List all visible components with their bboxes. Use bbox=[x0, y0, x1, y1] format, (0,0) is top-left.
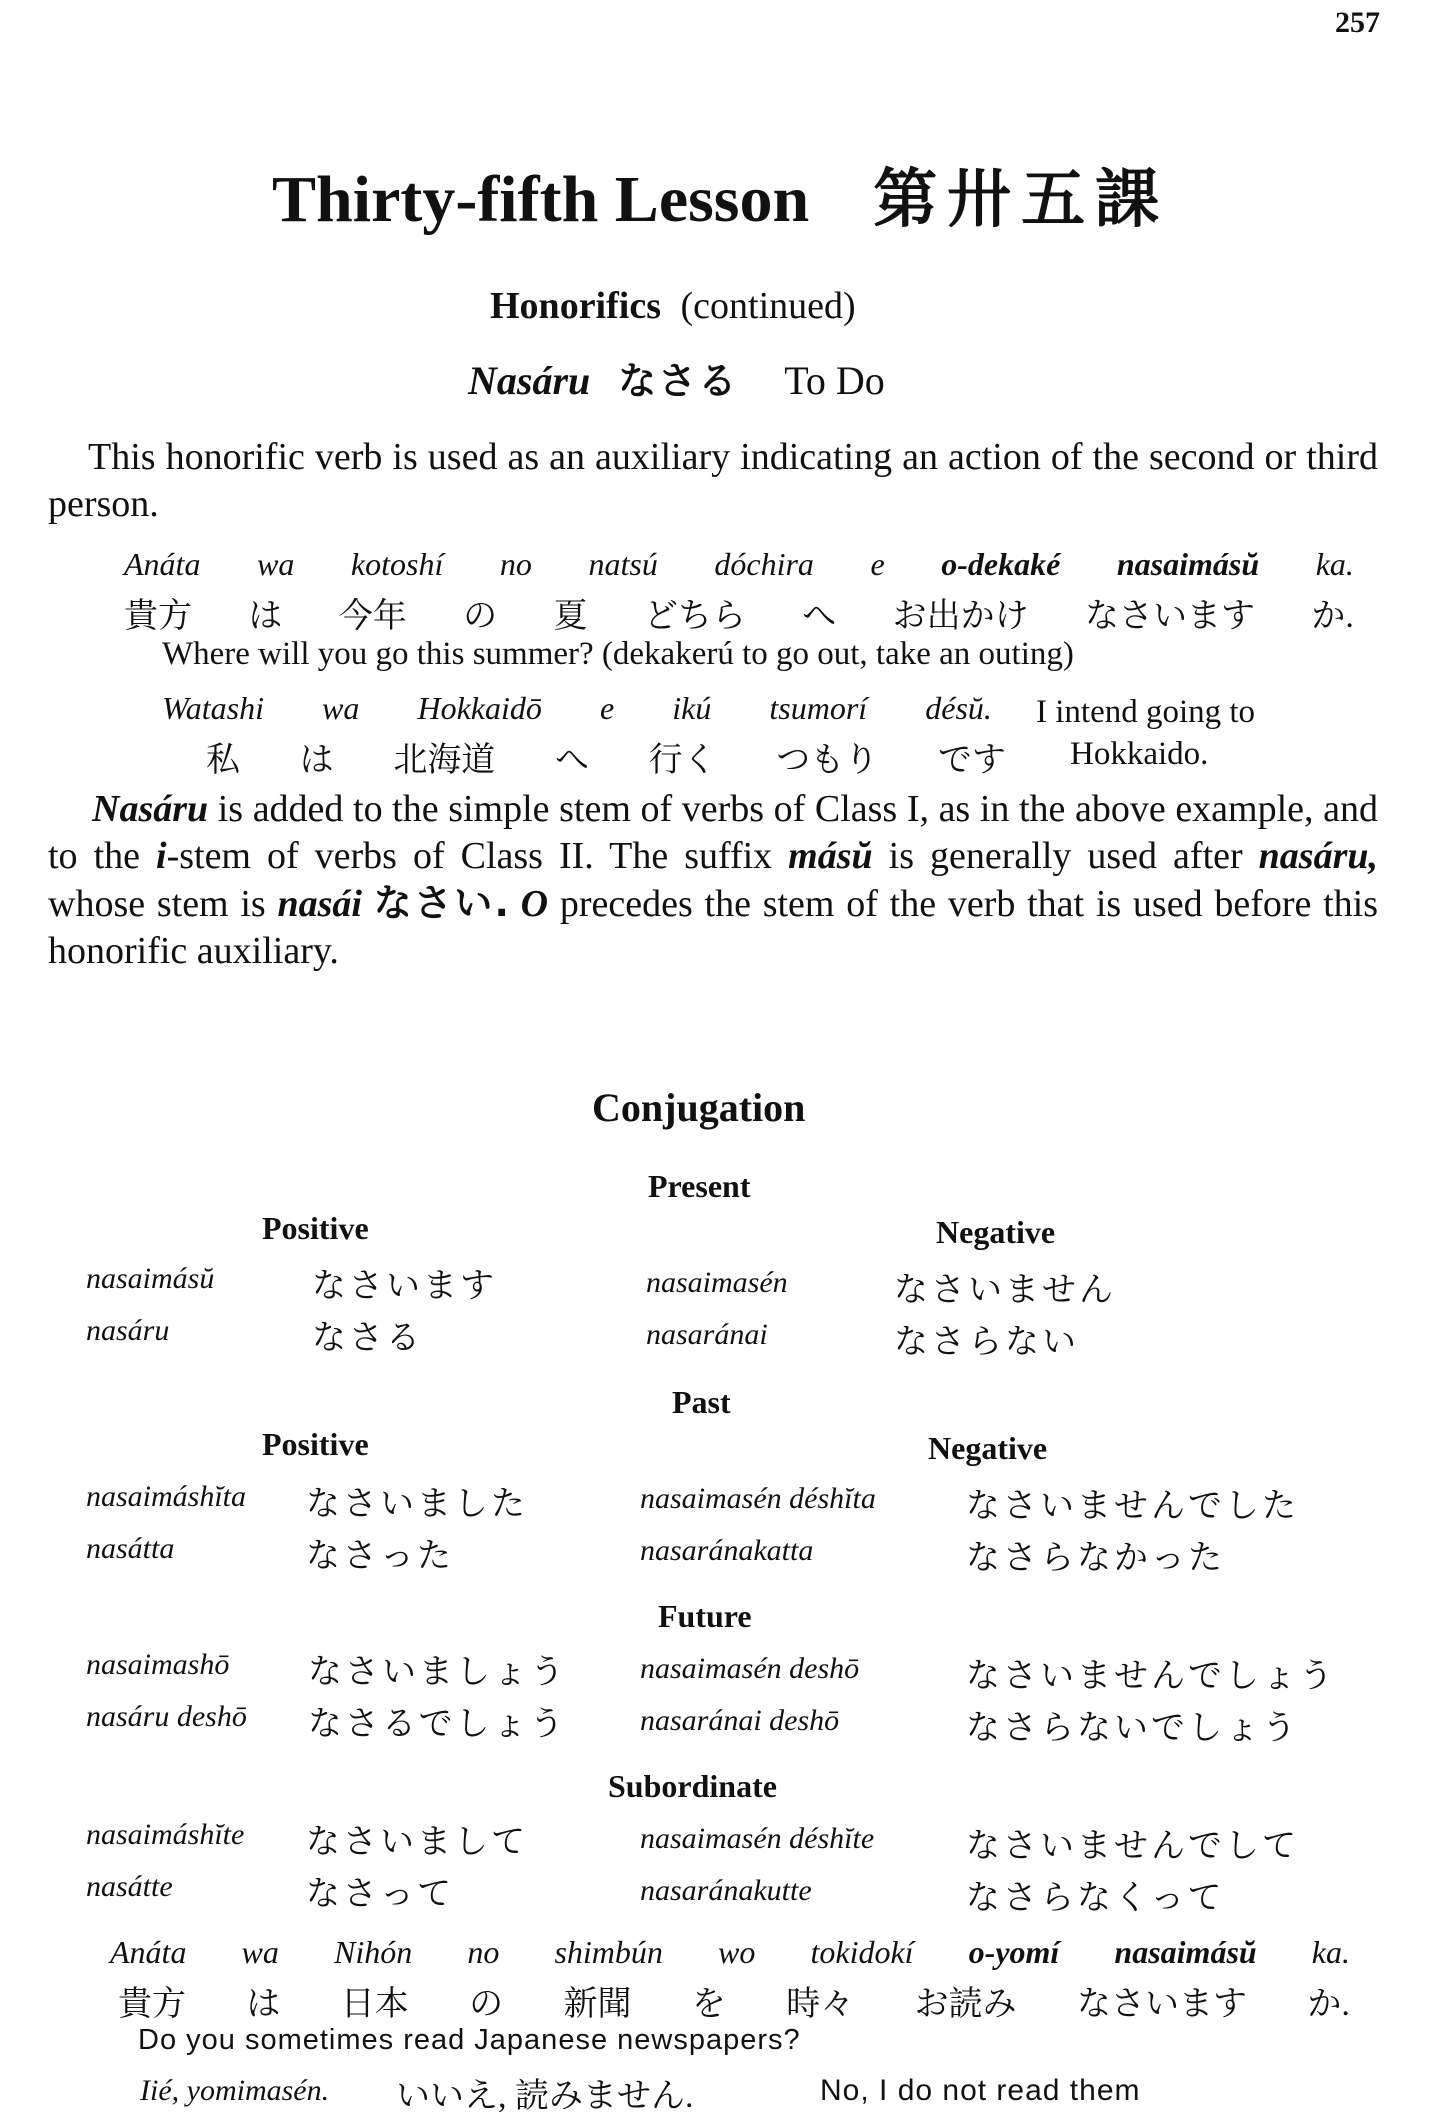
explanation-text-4: whose stem is bbox=[48, 883, 278, 925]
future-pos-1-romaji: nasaimashō bbox=[86, 1648, 230, 1681]
example2-romaji-word: Hokkaidō bbox=[417, 690, 542, 726]
example3-japanese-word: か. bbox=[1307, 1986, 1350, 2023]
example1-romaji-word: dóchira bbox=[714, 546, 814, 582]
past-neg-1-romaji: nasaimasén déshĭta bbox=[640, 1482, 876, 1515]
example3-romaji-word: Nihón bbox=[334, 1934, 413, 1970]
example1-romaji-word: no bbox=[499, 546, 532, 582]
subtitle-rest: (continued) bbox=[680, 285, 856, 327]
example1-japanese-word: へ bbox=[802, 598, 837, 635]
future-neg-2-romaji: nasaránai deshō bbox=[640, 1704, 840, 1737]
example3-japanese-word: 時々 bbox=[786, 1986, 855, 2023]
present-negative-label: Negative bbox=[936, 1214, 1056, 1250]
explanation-text-5: precedes the stem of the verb that is used before this honorific auxiliary. bbox=[48, 883, 1379, 972]
explanation-text-3: is generally used after bbox=[872, 835, 1259, 877]
subordinate-pos-2-kana: なさって bbox=[306, 1874, 454, 1914]
example1-japanese-word: どちら bbox=[643, 598, 746, 635]
example1-romaji-word: nasaimásŭ bbox=[1116, 546, 1260, 582]
example2-japanese bbox=[206, 732, 1006, 781]
example1-romaji-word: natsú bbox=[588, 546, 658, 582]
future-neg-1-romaji: nasaimasén deshō bbox=[640, 1652, 860, 1685]
example3-romaji-word: ka. bbox=[1311, 1934, 1350, 1970]
present-pos-1-romaji: nasaimásŭ bbox=[86, 1262, 215, 1295]
example3-japanese-word: の bbox=[469, 1986, 504, 2023]
example3-romaji-word: Anáta bbox=[110, 1934, 187, 1970]
subordinate-label: Subordinate bbox=[608, 1768, 777, 1804]
example1-japanese-word: 今年 bbox=[338, 598, 407, 635]
explanation-term-nasaru: Nasáru bbox=[92, 788, 209, 830]
explanation-term-i: i bbox=[156, 835, 167, 877]
example2-romaji-word: tsumorí bbox=[769, 690, 868, 726]
present-neg-1-romaji: nasaimasén bbox=[646, 1266, 788, 1299]
example2-japanese-word: 行く bbox=[648, 742, 717, 779]
verb-heading-romaji: Nasáru bbox=[468, 358, 591, 403]
example2-translation-line1: I intend going to bbox=[1036, 694, 1256, 730]
example2-romaji-word: ikú bbox=[672, 690, 712, 726]
present-neg-1-kana: なさいません bbox=[894, 1270, 1116, 1310]
subordinate-neg-1-kana: なさいませんでして bbox=[966, 1826, 1299, 1866]
present-pos-2-kana: なさる bbox=[312, 1318, 423, 1358]
conjugation-heading: Conjugation bbox=[592, 1085, 806, 1130]
lesson-title-english: Thirty-fifth Lesson bbox=[272, 163, 810, 236]
example1-japanese-word: は bbox=[248, 598, 283, 635]
example2-japanese-word: 私 bbox=[206, 742, 240, 779]
explanation-text-2: -stem of verbs of Class II. The suffix bbox=[166, 835, 789, 877]
example3-romaji-word: nasaimásŭ bbox=[1114, 1934, 1257, 1970]
present-label: Present bbox=[648, 1168, 751, 1204]
verb-heading bbox=[468, 350, 885, 405]
example2-romaji-word: e bbox=[599, 690, 615, 726]
example3-japanese-word: なさいます bbox=[1077, 1986, 1247, 2023]
past-pos-1-kana: なさいました bbox=[306, 1484, 528, 1524]
lesson-title-japanese: 第卅五課 bbox=[873, 163, 1170, 237]
example1-translation: Where will you go this summer? (dekakerú to go out, take an outing) bbox=[162, 636, 1074, 672]
page-number: 257 bbox=[1335, 6, 1380, 39]
example4-romaji: Iié, yomimasén. bbox=[140, 2074, 330, 2107]
example2-romaji bbox=[162, 690, 992, 727]
example1-romaji-word: e bbox=[870, 546, 885, 582]
example4-japanese: いいえ, 読みません. bbox=[396, 2078, 694, 2115]
present-pos-1-kana: なさいます bbox=[312, 1266, 497, 1306]
subtitle-bold: Honorifics bbox=[490, 285, 661, 327]
past-neg-1-kana: なさいませんでした bbox=[966, 1486, 1299, 1526]
intro-paragraph: This honorific verb is used as an auxiliary indicating an action of the second or third person. bbox=[48, 436, 1378, 525]
example4-translation: No, I do not read them bbox=[820, 2074, 1141, 2107]
example1-romaji-word: ka. bbox=[1315, 546, 1354, 582]
example2-translation-line2: Hokkaido. bbox=[1070, 736, 1209, 772]
example2-japanese-word: へ bbox=[554, 742, 589, 779]
example1-japanese-word: 夏 bbox=[553, 598, 588, 635]
past-positive-label: Positive bbox=[262, 1426, 369, 1462]
future-neg-1-kana: なさいませんでしょう bbox=[966, 1656, 1336, 1696]
past-pos-2-kana: なさった bbox=[306, 1536, 454, 1576]
subordinate-pos-1-romaji: nasaimáshĭte bbox=[86, 1818, 245, 1851]
future-pos-2-romaji: nasáru deshō bbox=[86, 1700, 247, 1733]
example1-romaji-word: Anáta bbox=[124, 546, 201, 582]
past-negative-label: Negative bbox=[928, 1430, 1048, 1466]
example3-japanese-word: お読み bbox=[914, 1986, 1017, 2023]
past-neg-2-romaji: nasaránakatta bbox=[640, 1534, 814, 1567]
verb-heading-meaning: To Do bbox=[784, 358, 885, 403]
example1-romaji-word: wa bbox=[257, 546, 295, 582]
lesson-title bbox=[272, 148, 1169, 240]
future-neg-2-kana: なさらないでしょう bbox=[966, 1708, 1299, 1748]
example3-romaji-word: wo bbox=[718, 1934, 756, 1970]
example3-translation: Do you sometimes read Japanese newspapers? bbox=[138, 2024, 801, 2056]
present-neg-2-kana: なさらない bbox=[894, 1322, 1079, 1362]
present-pos-2-romaji: nasáru bbox=[86, 1314, 170, 1347]
future-label: Future bbox=[658, 1598, 752, 1634]
example3-japanese-word: 新聞 bbox=[563, 1986, 632, 2023]
explanation-term-nasai-kana: なさい. bbox=[373, 881, 509, 925]
example3-romaji-word: tokidokí bbox=[810, 1934, 914, 1970]
example1-japanese-word: か. bbox=[1311, 598, 1354, 635]
future-pos-1-kana: なさいましょう bbox=[308, 1652, 567, 1692]
example3-romaji-word: shimbún bbox=[554, 1934, 663, 1970]
subordinate-neg-1-romaji: nasaimasén déshĭte bbox=[640, 1822, 875, 1855]
past-pos-1-romaji: nasaimáshĭta bbox=[86, 1480, 247, 1513]
example2-japanese-word: つもり bbox=[776, 742, 879, 779]
verb-heading-kana: なさる bbox=[618, 359, 739, 403]
example1-romaji-word: o-dekaké bbox=[941, 546, 1061, 582]
example2-japanese-word: 北海道 bbox=[393, 742, 496, 779]
example1-japanese-word: なさいます bbox=[1085, 598, 1255, 635]
explanation-term-masu: másŭ bbox=[788, 835, 873, 877]
example3-japanese-word: 貴方 bbox=[118, 1986, 186, 2023]
explanation-term-nasaru-2: nasáru, bbox=[1258, 835, 1378, 877]
example2-japanese-word: は bbox=[299, 742, 334, 779]
example3-japanese-word: 日本 bbox=[340, 1986, 409, 2023]
example2-romaji-word: wa bbox=[322, 690, 360, 726]
subordinate-neg-2-kana: なさらなくって bbox=[966, 1878, 1225, 1918]
explanation-paragraph bbox=[48, 786, 1378, 975]
example1-japanese-word: の bbox=[463, 598, 498, 635]
explanation-term-nasai: nasái bbox=[277, 883, 362, 925]
example3-romaji-word: wa bbox=[241, 1934, 279, 1970]
subordinate-neg-2-romaji: nasaránakutte bbox=[640, 1874, 812, 1907]
explanation-term-o: O bbox=[508, 883, 549, 925]
section-subtitle bbox=[490, 284, 856, 328]
example3-romaji-word: no bbox=[467, 1934, 500, 1970]
example2-romaji-word: désŭ. bbox=[925, 690, 992, 726]
example1-romaji bbox=[124, 546, 1354, 583]
example1-japanese-word: 貴方 bbox=[124, 598, 192, 635]
explanation-text-1: is added to the simple stem of verbs of Class I, as in the above example, and to the bbox=[48, 788, 1378, 877]
subordinate-pos-2-romaji: nasátte bbox=[86, 1870, 173, 1903]
example1-japanese bbox=[124, 588, 1354, 637]
example2-romaji-word: Watashi bbox=[162, 690, 264, 726]
present-positive-label: Positive bbox=[262, 1210, 369, 1246]
example1-japanese-word: お出かけ bbox=[892, 598, 1029, 635]
example1-romaji-word: kotoshí bbox=[350, 546, 444, 582]
example3-japanese-word: を bbox=[691, 1986, 726, 2023]
past-pos-2-romaji: nasátta bbox=[86, 1532, 175, 1565]
future-pos-2-kana: なさるでしょう bbox=[308, 1704, 567, 1744]
example3-japanese bbox=[118, 1976, 1350, 2025]
past-label: Past bbox=[672, 1384, 731, 1420]
example3-romaji bbox=[110, 1934, 1350, 1971]
example3-romaji-word: o-yomí bbox=[968, 1934, 1060, 1970]
subordinate-pos-1-kana: なさいまして bbox=[306, 1822, 528, 1862]
example3-japanese-word: は bbox=[246, 1986, 281, 2023]
example2-japanese-word: です bbox=[937, 742, 1006, 779]
past-neg-2-kana: なさらなかった bbox=[966, 1538, 1225, 1578]
present-neg-2-romaji: nasaránai bbox=[646, 1318, 768, 1351]
